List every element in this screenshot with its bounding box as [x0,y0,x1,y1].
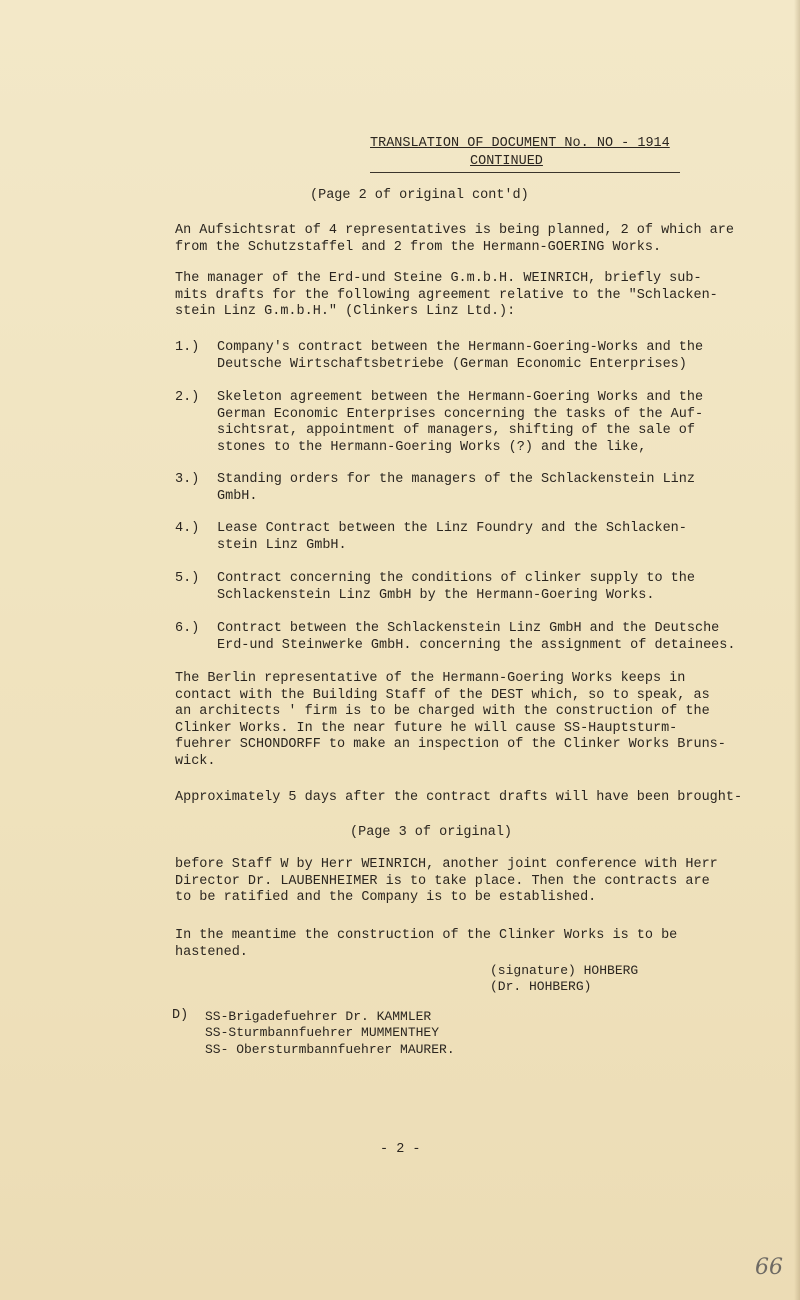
distribution-label: D) [172,1008,189,1023]
header-underline [370,172,680,173]
paragraph-approximately: Approximately 5 days after the contract drafts will have been brought- [175,790,743,805]
list-item-number: 5.) [175,571,200,586]
paragraph-manager-drafts: The manager of the Erd-und Steine G.m.b.H. WEINRICH, briefly sub- mits drafts for the following agreement relative to the "Schlacken- stein Linz G.m.b.H." (Clinkers Linz Ltd.): [175,271,718,319]
paragraph-aufsichtsrat: An Aufsichtsrat of 4 representatives is being planned, 2 of which are from the Schutzstaffel and 2 from the Hermann-GOERING Works. [175,223,734,255]
folio-stamp: 66 [755,1255,783,1280]
paragraph-berlin-representative: The Berlin representative of the Hermann-Goering Works keeps in contact with the Building Staff of the DEST which, so to speak, as an architects ' firm is to be charged with the construction of the Clinker Works. In the near future he will cause SS-Hauptsturm- fuehrer SCHONDORFF to make an inspection of the Clinker Works Bruns- wick. [175,671,726,769]
paragraph-meantime: In the meantime the construction of the Clinker Works is to be hastened. [175,928,678,960]
signature-line: (signature) HOHBERG [490,963,639,978]
page-note-top: (Page 2 of original cont'd) [310,188,529,203]
page-note-mid: (Page 3 of original) [350,825,513,840]
list-item-number: 6.) [175,621,200,636]
list-item-text: Standing orders for the managers of the Schlackenstein Linz GmbH. [217,472,695,504]
list-item-number: 2.) [175,390,200,405]
list-item-number: 4.) [175,521,200,536]
list-item-number: 3.) [175,472,200,487]
document-subtitle: CONTINUED [470,154,543,169]
list-item-text: Contract concerning the conditions of clinker supply to the Schlackenstein Linz GmbH by the Hermann-Goering Works. [217,571,695,603]
list-item-text: Lease Contract between the Linz Foundry and the Schlacken- stein Linz GmbH. [217,521,687,553]
list-item-text: Contract between the Schlackenstein Linz GmbH and the Deutsche Erd-und Steinwerke GmbH. concerning the assignment of detainees. [217,621,736,653]
signature-name: (Dr. HOHBERG) [490,979,592,994]
distribution-entry: SS-Sturmbannfuehrer MUMMENTHEY [205,1025,440,1040]
list-item-number: 1.) [175,340,200,355]
document-title: TRANSLATION OF DOCUMENT No. NO - 1914 [370,136,670,151]
page-number: - 2 - [380,1142,421,1157]
distribution-entry: SS- Obersturmbannfuehrer MAURER. [205,1042,455,1057]
list-item-text: Company's contract between the Hermann-Goering-Works and the Deutsche Wirtschaftsbetriebe (German Economic Enterprises) [217,340,704,372]
distribution-entry: SS-Brigadefuehrer Dr. KAMMLER [205,1009,432,1024]
paper-edge-shadow [794,0,800,1300]
list-item-text: Skeleton agreement between the Hermann-Goering Works and the German Economic Enterprises concerning the tasks of the Auf- sichtsrat, appointment of managers, shifting of the sale of stones to the Hermann-Goering Works (?) and the like, [217,390,704,455]
paragraph-joint-conference: before Staff W by Herr WEINRICH, another joint conference with Herr Director Dr. LAUBENHEIMER is to take place. Then the contracts are to be ratified and the Company is to be established. [175,857,718,905]
